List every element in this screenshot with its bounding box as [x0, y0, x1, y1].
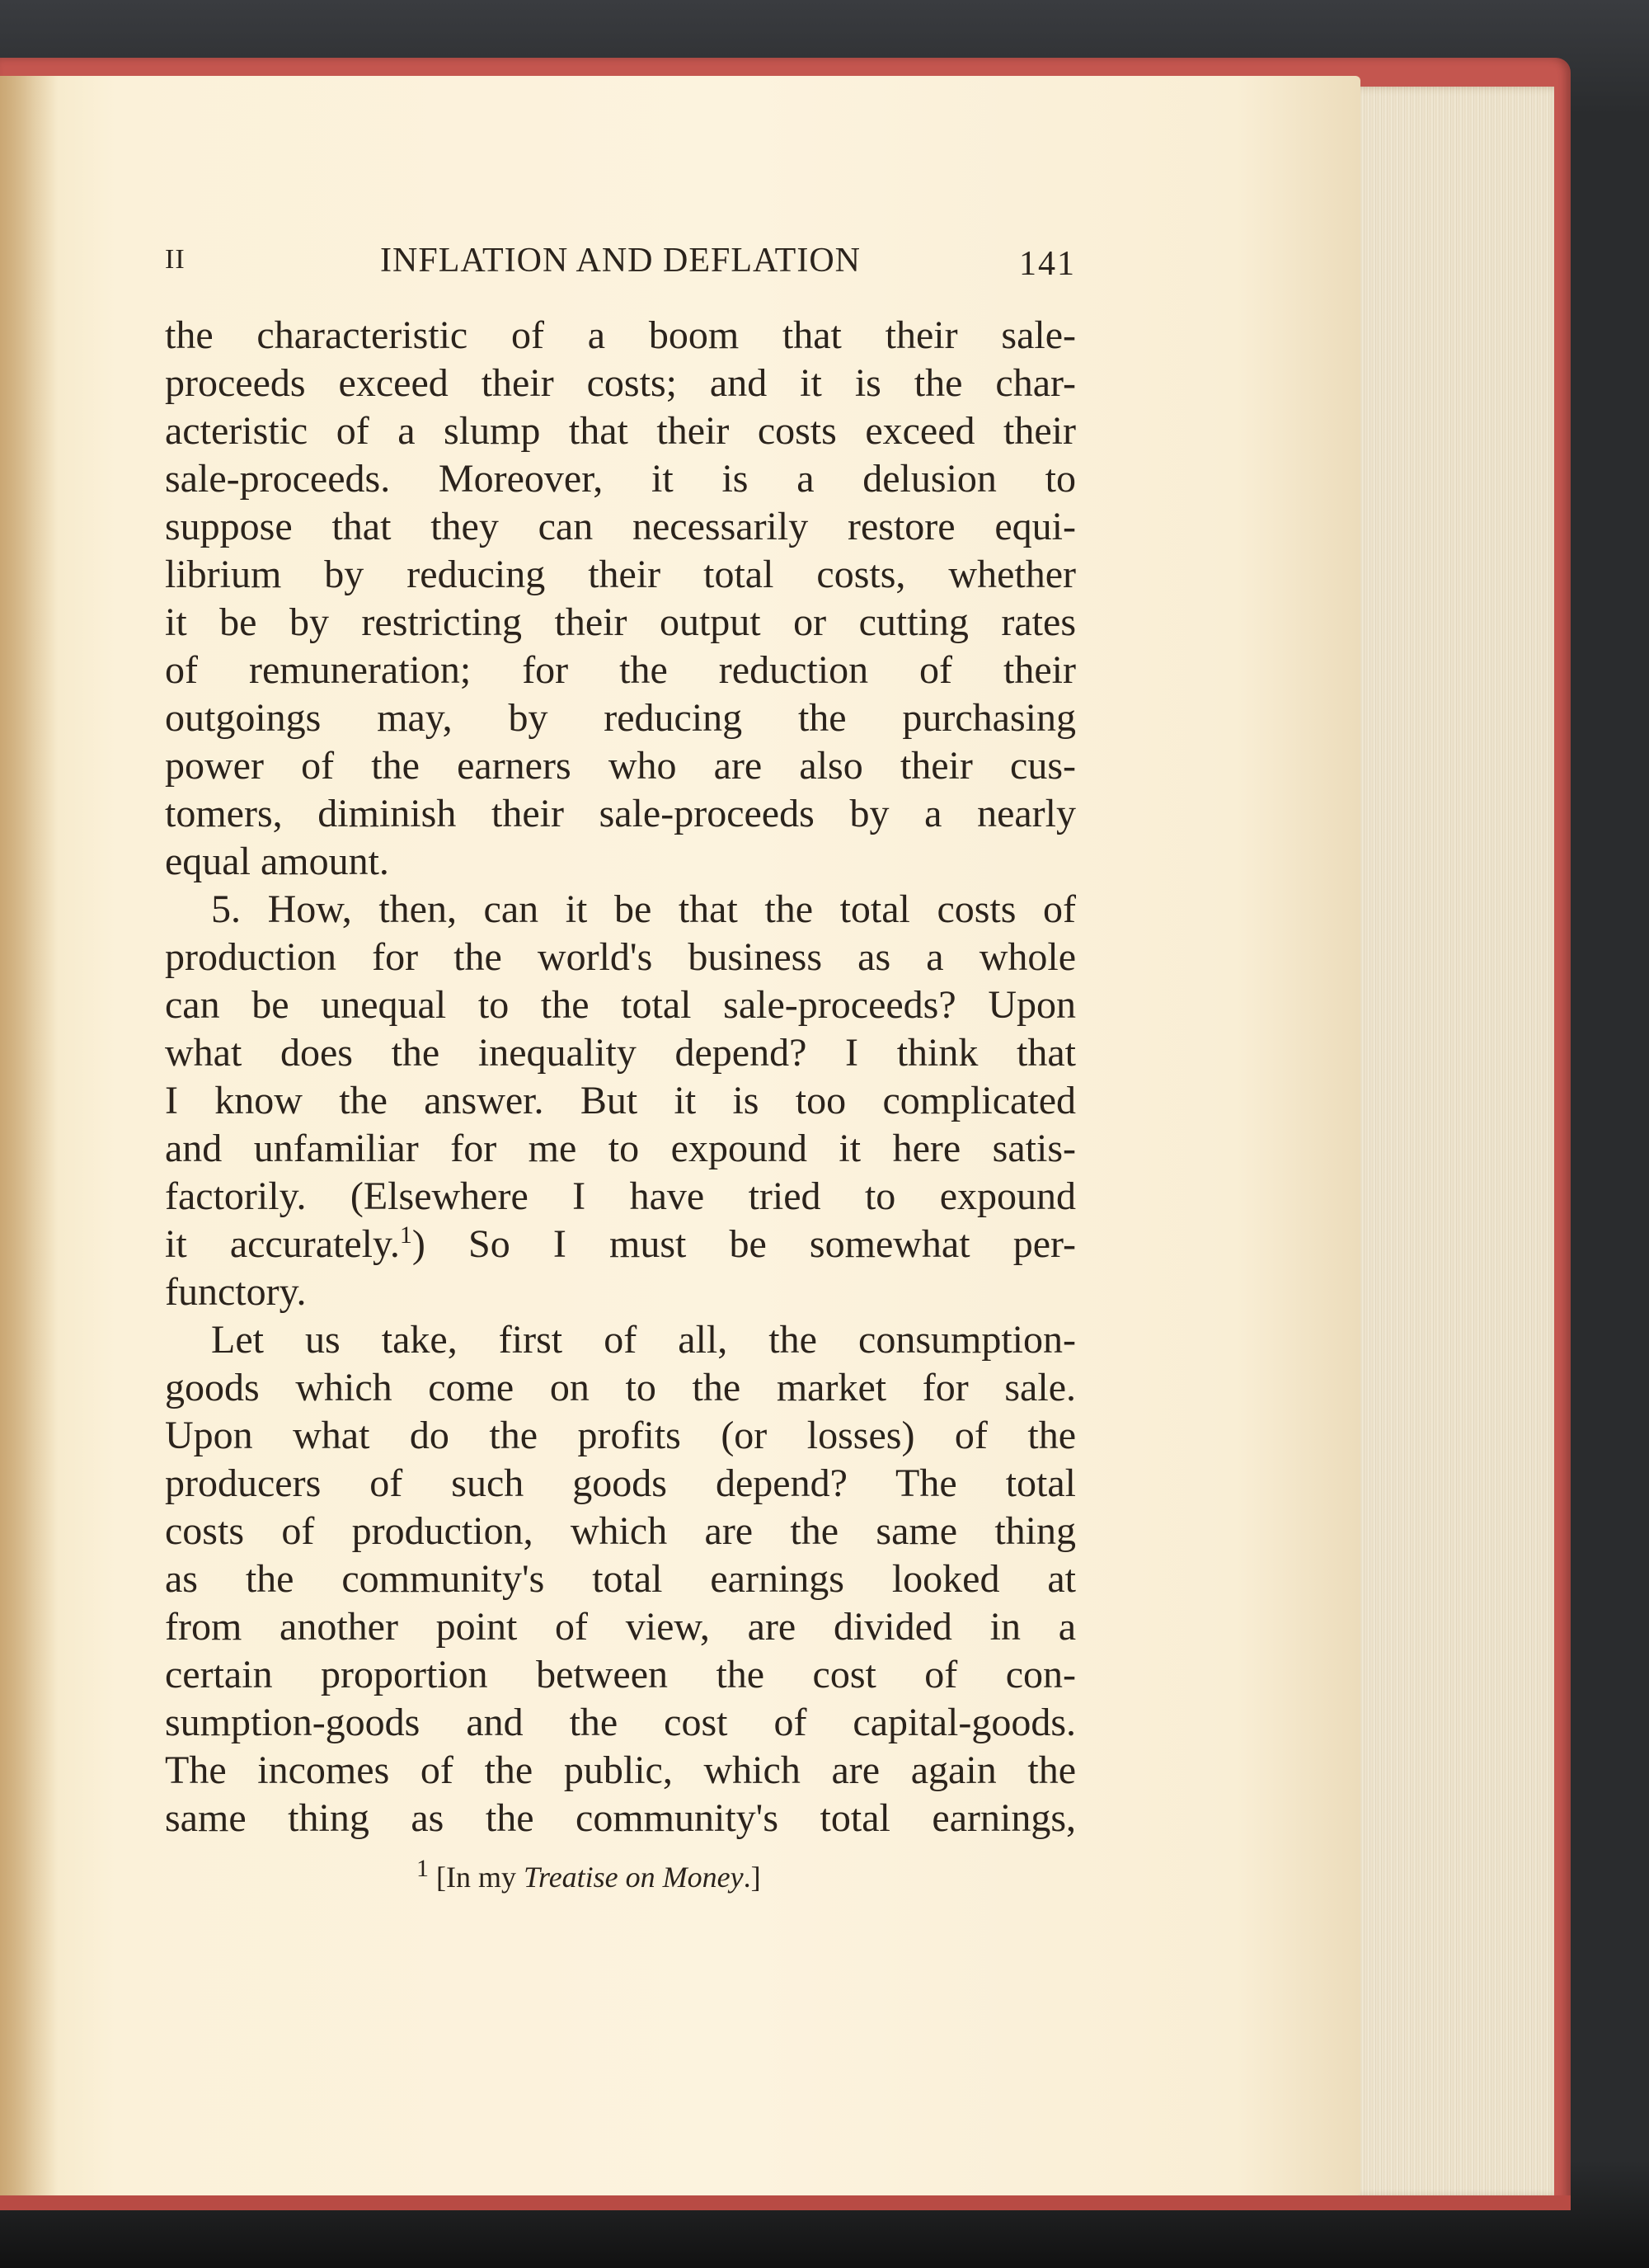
text-line: acteristic of a slump that their costs exceed their [165, 409, 1076, 453]
footnote-marker: 1 [416, 1855, 429, 1882]
text-line: producers of such goods depend? The total [165, 1461, 1076, 1505]
text-line: I know the answer. But it is too complicated [165, 1079, 1076, 1122]
text-line: equal amount. [165, 840, 389, 883]
text-line: from another point of view, are divided in a [165, 1605, 1076, 1649]
text-line: as the community's total earnings looked at [165, 1557, 1076, 1601]
text-line: power of the earners who are also their cus- [165, 744, 1076, 788]
chapter-number: II [165, 244, 186, 275]
text-line: factorily. (Elsewhere I have tried to expound [165, 1174, 1076, 1218]
text-line: suppose that they can necessarily restore equi- [165, 505, 1076, 548]
text-line: sumption-goods and the cost of capital-goods. [165, 1701, 1076, 1744]
text-line: The incomes of the public, which are again the [165, 1748, 1076, 1792]
text-line: same thing as the community's total earnings, [165, 1796, 1076, 1840]
footnote-title: Treatise on Money [523, 1861, 744, 1894]
text-line: costs of production, which are the same thing [165, 1509, 1076, 1553]
text-line: functory. [165, 1270, 307, 1314]
page-stack-edge [1336, 87, 1554, 2198]
page-gutter-shadow [0, 76, 58, 2195]
footnote-suffix: .] [743, 1861, 761, 1894]
text-line: proceeds exceed their costs; and it is the char- [165, 361, 1076, 405]
paragraph-5-first-line: 5. How, then, can it be that the total costs of [211, 887, 1076, 931]
text-line: it be by restricting their output or cutting rates [165, 600, 1076, 644]
paragraph-first-line: Let us take, first of all, the consumption- [211, 1318, 1076, 1362]
text-line: certain proportion between the cost of con- [165, 1653, 1076, 1696]
text-line: Upon what do the profits (or losses) of the [165, 1414, 1076, 1457]
text-line: librium by reducing their total costs, whether [165, 553, 1076, 596]
running-title: INFLATION AND DEFLATION [380, 242, 861, 280]
text-line: what does the inequality depend? I think that [165, 1031, 1076, 1075]
text-line: the characteristic of a boom that their sale- [165, 313, 1076, 357]
text-line: outgoings may, by reducing the purchasing [165, 696, 1076, 740]
text-line: of remuneration; for the reduction of their [165, 648, 1076, 692]
text-line-with-footnote [165, 1221, 1076, 1268]
text-line: goods which come on to the market for sale. [165, 1366, 1076, 1409]
running-header [165, 241, 1076, 290]
body-text [165, 312, 1076, 1842]
book-cover-bottom-edge [0, 2195, 1571, 2210]
text-line: sale-proceeds. Moreover, it is a delusion to [165, 457, 1076, 501]
text-line: and unfamiliar for me to expound it here satis- [165, 1127, 1076, 1170]
text-line-end: ) So I must be somewhat per- [411, 1222, 1077, 1266]
page-number: 141 [1019, 245, 1076, 283]
text-line: tomers, diminish their sale-proceeds by a nearly [165, 792, 1076, 835]
text-line-start: it accurately. [165, 1222, 400, 1266]
text-line: production for the world's business as a whole [165, 935, 1076, 979]
footnote [416, 1855, 761, 1894]
footnote-reference: 1 [399, 1221, 412, 1249]
footnote-prefix: [In my [436, 1861, 524, 1894]
text-line: can be unequal to the total sale-proceeds? Upon [165, 983, 1076, 1027]
